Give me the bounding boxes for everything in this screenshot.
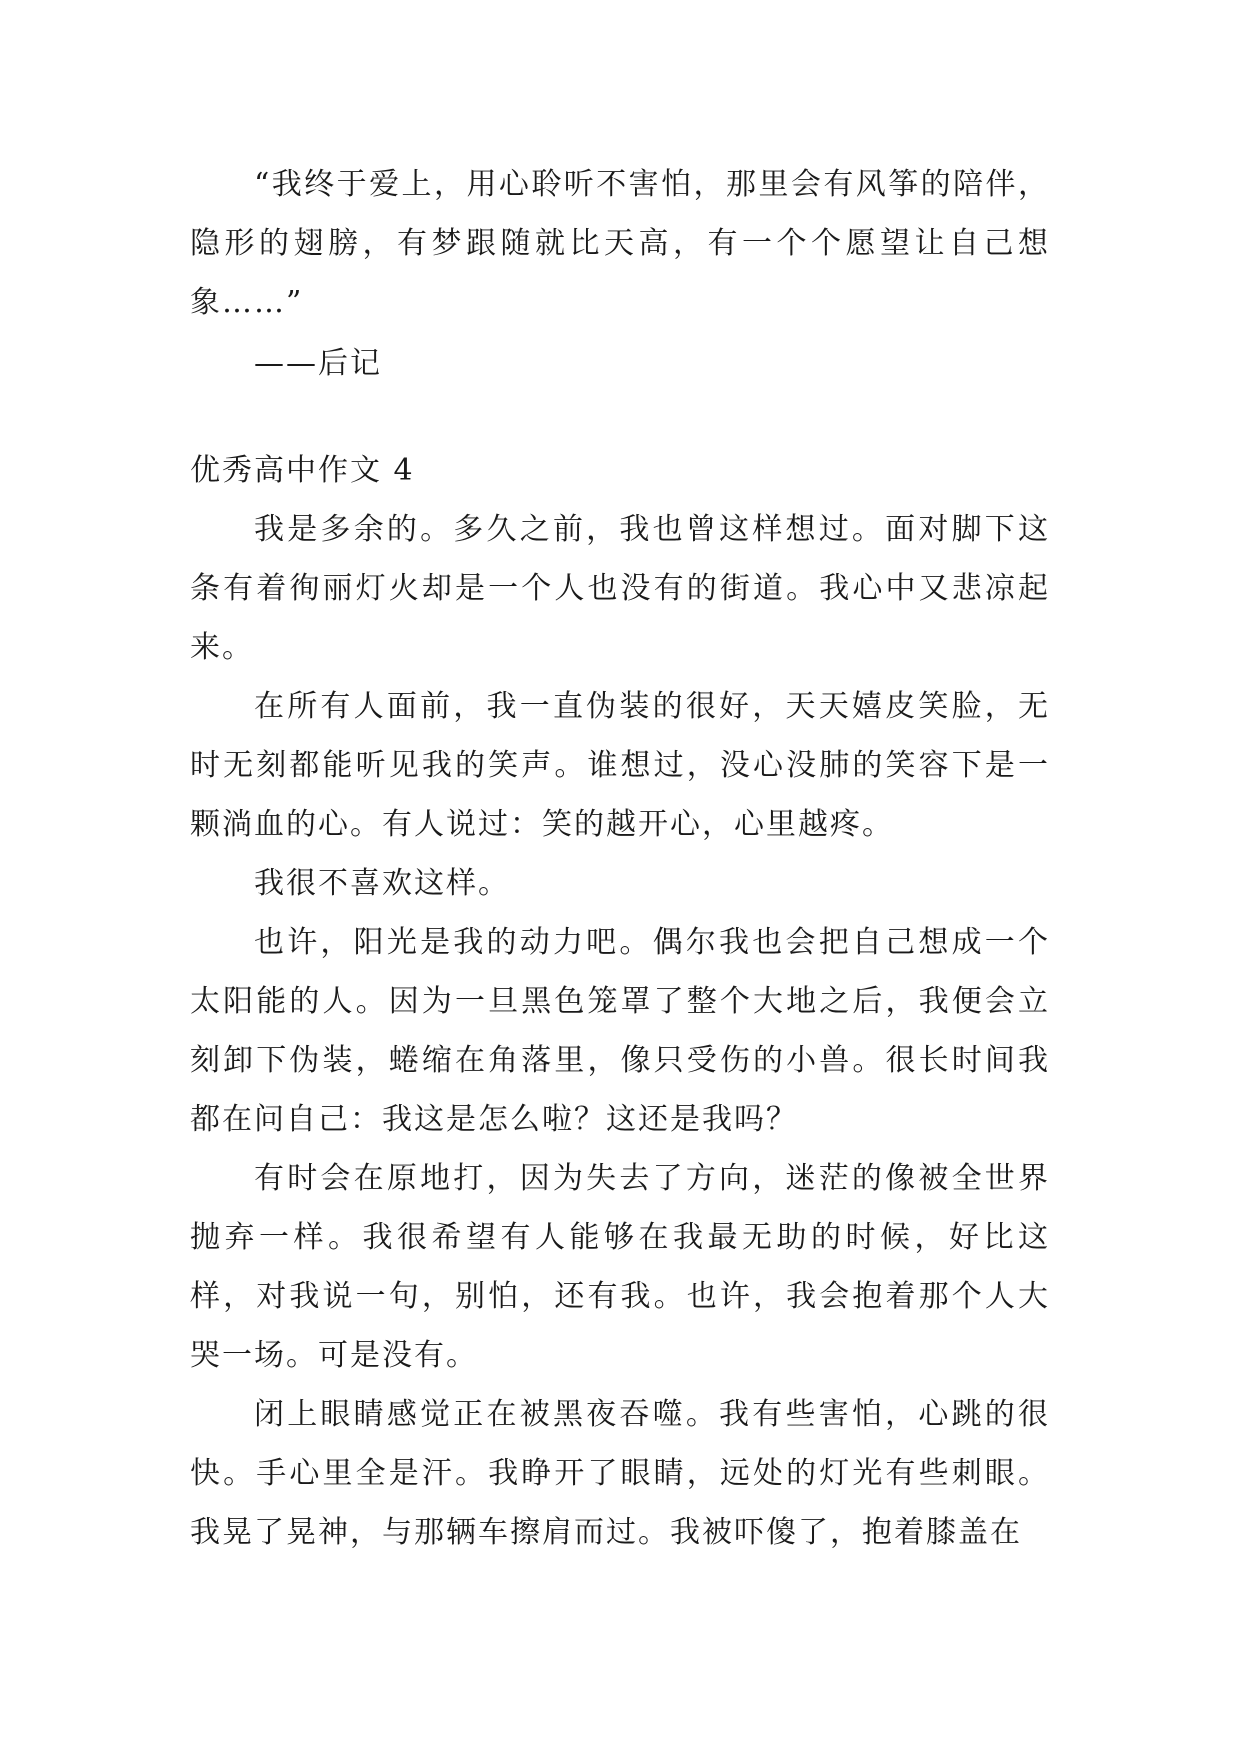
- body-paragraph: 在所有人面前，我一直伪装的很好，天天嬉皮笑脸，无时无刻都能听见我的笑声。谁想过，没心没肺的笑容下是一颗淌血的心。有人说过：笑的越开心，心里越疼。: [190, 689, 1050, 842]
- body-paragraph: 有时会在原地打，因为失去了方向，迷茫的像被全世界抛弃一样。我很希望有人能够在我最无助的时候，好比这样，对我说一句，别怕，还有我。也许，我会抱着那个人大哭一场。可是没有。: [190, 1161, 1050, 1373]
- body-paragraph: 我很不喜欢这样。: [254, 866, 510, 901]
- document-body: [190, 155, 1050, 1562]
- signoff-line: ——后记: [254, 346, 382, 381]
- section-title: 优秀高中作文 4: [190, 453, 415, 488]
- body-paragraph: 我是多余的。多久之前，我也曾这样想过。面对脚下这条有着徇丽灯火却是一个人也没有的街道。我心中又悲凉起来。: [190, 512, 1050, 665]
- body-paragraph: 也许，阳光是我的动力吧。偶尔我也会把自己想成一个太阳能的人。因为一旦黑色笼罩了整个大地之后，我便会立刻卸下伪装，蜷缩在角落里，像只受伤的小兽。很长时间我都在问自己：我这是怎么啦？这还是我吗？: [190, 925, 1050, 1137]
- body-paragraph: 闭上眼睛感觉正在被黑夜吞噬。我有些害怕，心跳的很快。手心里全是汗。我睁开了眼睛，远处的灯光有些刺眼。我晃了晃神，与那辆车擦肩而过。我被吓傻了，抱着膝盖在: [190, 1397, 1050, 1550]
- quote-paragraph: “我终于爱上，用心聆听不害怕，那里会有风筝的陪伴，隐形的翅膀，有梦跟随就比天高，有一个个愿望让自己想象……”: [190, 167, 1050, 320]
